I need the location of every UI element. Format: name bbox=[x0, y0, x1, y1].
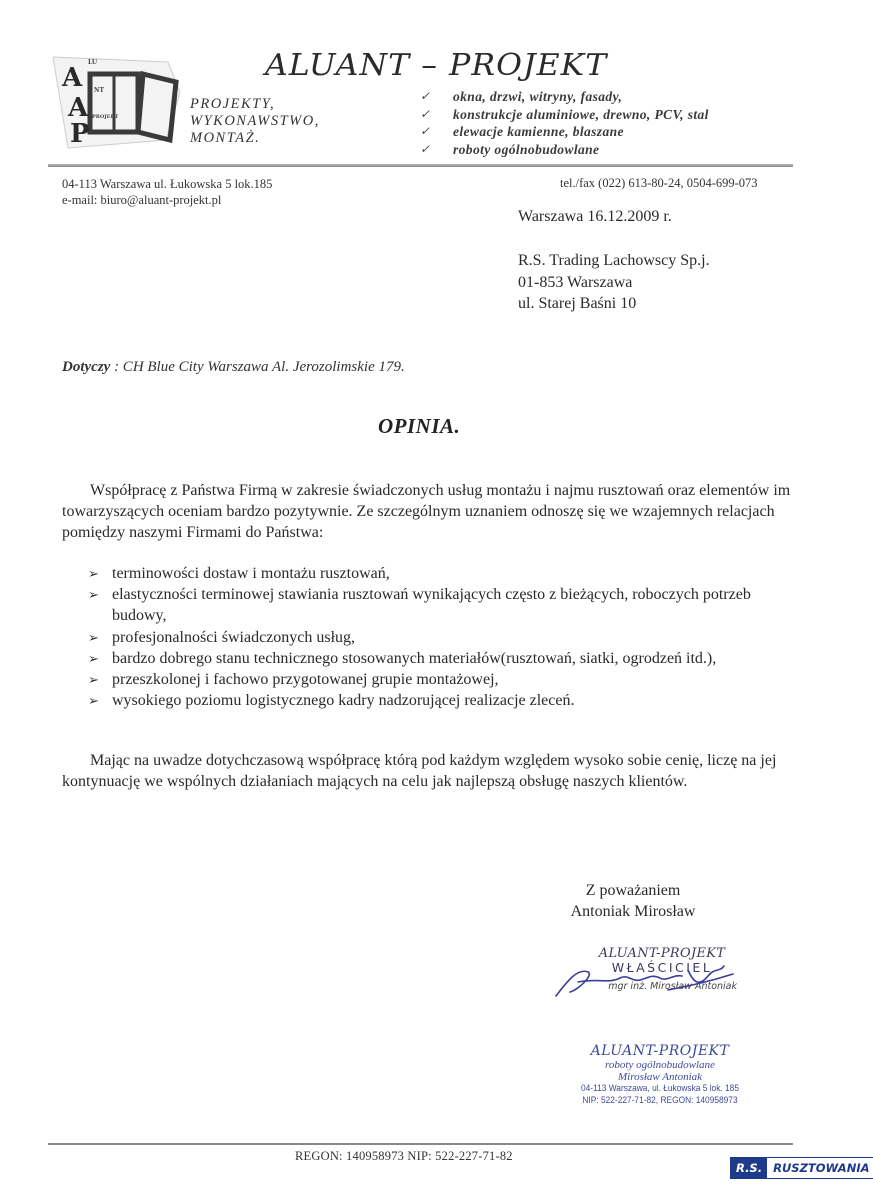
recipient-address bbox=[518, 250, 710, 315]
tagline-line: WYKONAWSTWO, bbox=[190, 113, 320, 129]
bullet-item: ➢ profesjonalności świadczonych usług, bbox=[88, 627, 788, 648]
bullet-item: ➢ terminowości dostaw i montażu rusztowań, bbox=[88, 563, 788, 584]
svg-text:A: A bbox=[62, 63, 83, 93]
stamp2-line: NIP: 522-227-71-82, REGON: 140958973 bbox=[582, 1095, 738, 1106]
tagline-line: PROJEKTY, bbox=[190, 96, 276, 112]
letter-date: Warszawa 16.12.2009 r. bbox=[518, 208, 672, 225]
body-paragraph-1: Współpracę z Państwa Firmą w zakresie świadczonych usług montażu i najmu rusztowań oraz elementów im towarzyszących oceniam bardzo pozytywnie. Ze szczególnym uznaniem odnoszę się we wzajemnych relacjach pomiędzy naszymi Firmami do Państwa: bbox=[62, 482, 791, 541]
check-icon: ✓ bbox=[420, 141, 431, 156]
service-item: ✓ okna, drzwi, witryny, fasady, bbox=[420, 89, 623, 104]
stamp-company: ALUANT-PROJEKT bbox=[598, 946, 726, 961]
badge-label: RUSZTOWANIA bbox=[767, 1158, 873, 1178]
stamp2-line: Mirosław Antoniak bbox=[617, 1071, 703, 1083]
company-phone: tel./fax (022) 613-80-24, 0504-699-073 bbox=[560, 176, 758, 190]
arrow-bullet-icon: ➢ bbox=[88, 566, 99, 581]
subject-text: : CH Blue City Warszawa Al. Jerozolimskie 179. bbox=[110, 359, 405, 375]
company-email: e-mail: biuro@aluant-projekt.pl bbox=[62, 193, 222, 207]
document-title: OPINIA. bbox=[378, 414, 461, 438]
stamp-role: WŁAŚCICIEL bbox=[611, 960, 713, 975]
bullet-list bbox=[88, 563, 788, 711]
handwritten-signature bbox=[548, 960, 738, 1000]
recipient-line: R.S. Trading Lachowscy Sp.j. bbox=[518, 252, 710, 269]
closing-block bbox=[568, 880, 698, 922]
company-title: ALUANT – PROJEKT bbox=[265, 48, 608, 83]
badge-rs: R.S. bbox=[731, 1158, 767, 1178]
svg-text:A: A bbox=[68, 93, 89, 123]
recipient-line: ul. Starej Baśni 10 bbox=[518, 295, 637, 312]
arrow-bullet-icon: ➢ bbox=[88, 587, 99, 603]
bullet-item: ➢ przeszkolonej i fachowo przygotowanej grupie montażowej, bbox=[88, 669, 788, 690]
arrow-bullet-icon: ➢ bbox=[88, 650, 99, 666]
stamp2-line: roboty ogólnobudowlane bbox=[605, 1059, 715, 1071]
recipient-line: 01-853 Warszawa bbox=[518, 273, 633, 291]
subject-label: Dotyczy bbox=[62, 359, 111, 375]
bullet-item: ➢ wysokiego poziomu logistycznego kadry nadzorującej realizacje zleceń. bbox=[88, 690, 788, 711]
arrow-bullet-icon: ➢ bbox=[88, 629, 99, 645]
svg-text:NT: NT bbox=[94, 87, 104, 94]
footer-divider bbox=[48, 1143, 793, 1145]
contact-address-block bbox=[62, 176, 272, 208]
bullet-item: ➢ bardzo dobrego stanu technicznego stosowanych materiałów(rusztowań, siatki, ogrodzeń itd.), bbox=[88, 648, 788, 669]
closing-salutation: Z poważaniem bbox=[585, 882, 681, 899]
footer-ids: REGON: 140958973 NIP: 522-227-71-82 bbox=[295, 1149, 513, 1163]
service-item: ✓ roboty ogólnobudowlane bbox=[420, 141, 600, 157]
arrow-bullet-icon: ➢ bbox=[88, 672, 99, 688]
header-divider bbox=[48, 164, 793, 167]
services-list bbox=[420, 88, 709, 158]
check-icon: ✓ bbox=[420, 106, 431, 121]
rs-rusztowania-badge bbox=[730, 1157, 873, 1179]
stamp2-company: ALUANT-PROJEKT bbox=[590, 1043, 730, 1059]
stamp2-line: 04-113 Warszawa, ul. Łukowska 5 lok. 185 bbox=[580, 1083, 739, 1094]
check-icon: ✓ bbox=[420, 89, 431, 103]
svg-text:LU: LU bbox=[88, 59, 98, 66]
letter-subject bbox=[62, 359, 405, 376]
company-tagline bbox=[190, 96, 320, 147]
body-paragraph-2: Mając na uwadze dotychczasową współpracę którą pod każdym względem wysoko sobie cenię, liczę na jej kontynuację we wspólnych działaniach mających na celu jak najlepszą obsługę naszych klientów. bbox=[62, 752, 777, 790]
service-item: ✓ konstrukcje aluminiowe, drewno, PCV, stal bbox=[420, 106, 709, 122]
bullet-item: ➢ elastyczności terminowej stawiania rusztowań wynikających często z bieżących, roboczych potrzeb budowy, bbox=[88, 584, 788, 626]
company-stamp bbox=[555, 1043, 765, 1107]
signer-name: Antoniak Mirosław bbox=[570, 903, 696, 920]
svg-text:PROJEKT: PROJEKT bbox=[92, 114, 119, 120]
company-logo bbox=[48, 52, 188, 152]
company-address: 04-113 Warszawa ul. Łukowska 5 lok.185 bbox=[62, 177, 273, 191]
stamp-name: mgr inż. Mirosław Antoniak bbox=[608, 981, 737, 992]
service-item: ✓ elewacje kamienne, blaszane bbox=[420, 124, 624, 139]
check-icon: ✓ bbox=[420, 124, 431, 138]
arrow-bullet-icon: ➢ bbox=[88, 693, 99, 709]
svg-text:P: P bbox=[70, 119, 90, 149]
tagline-line: MONTAŻ. bbox=[190, 130, 261, 146]
